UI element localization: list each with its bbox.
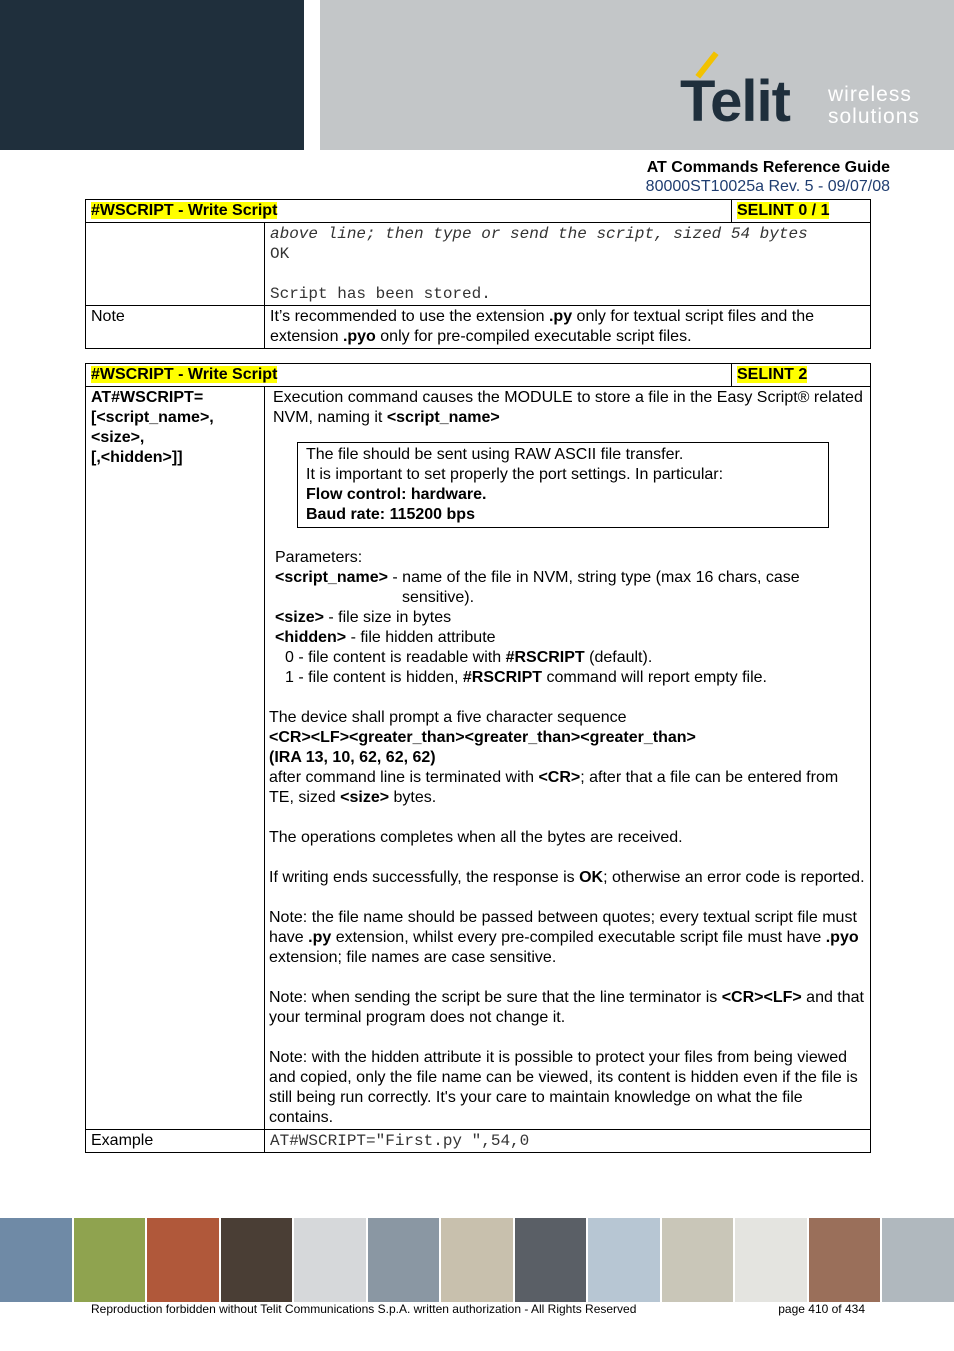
wscript-table-selint01: [85, 199, 871, 349]
note-text: It’s recommended to use the extension .py only for textual script files and the extension .pyo only for pre-compiled executable script files.: [265, 306, 871, 349]
operations-text: The operations completes when all the bytes are received.: [269, 829, 683, 846]
logo-brand: Telit: [680, 69, 790, 134]
footer-copyright: Reproduction forbidden without Telit Communications S.p.A. written authorization - All Rights Reserved: [91, 1302, 637, 1316]
wscript-table-selint2: [85, 363, 871, 1153]
param-hidden: <hidden> - file hidden attribute: [275, 629, 496, 646]
param-hidden-0: 0 - file content is readable with #RSCRIPT (default).: [285, 649, 653, 666]
example-label: Example: [86, 1130, 265, 1153]
syntax-cell: AT#WSCRIPT= [<script_name>, <size>, [,<hidden>]]: [86, 387, 265, 1130]
exec-description: Execution command causes the MODULE to store a file in the Easy Script® related NVM, naming it <script_name>: [273, 389, 863, 426]
note-terminator: Note: when sending the script be sure that the line terminator is <CR><LF> and that your terminal program does not change it.: [269, 989, 864, 1026]
footer-photo-strip: [0, 1218, 954, 1302]
response-text: If writing ends successfully, the response is OK; otherwise an error code is reported.: [269, 869, 865, 886]
description-cell: Execution command causes the MODULE to store a file in the Easy Script® related NVM, naming it <script_name> The file should be sent using RAW ASCII file transfer. It is important to set properly the port settings. In particular: Flow control: hardware. Baud rate: 115200 bps Parameters: <script_name> - name of the file in NVM, string type (max 16 chars, case sensitive). <size> - file size in bytes <hidden> - file hidden attribute 0 - file content is readable with #RSCRIPT (default). 1 - file content is hidden, #RSCRIPT command will report empty file. The device shall prompt a five character sequence <CR><LF><greater_than><greater_than><greater_than> (IRA 13, 10, 62, 62, 62) after command line is terminated with <CR>; after that a file can be entered from TE, sized <size> bytes. The operations completes when all the bytes are received. If writing ends successfully, the response is OK; otherwise an error code is reported. Note: the file name should be passed between quotes; every textual script file must have .py extension, whilst every pre-compiled executable script file must have .pyo extension; file names are case sensitive. Note: when sending the script be sure that the line terminator is <CR><LF> and that your terminal program does not change it. Note: with the hidden attribute it is possible to protect your files from being viewed and copied, only the file name can be viewed, its content is hidden even if the file is still being run correctly. It's your care to maintain knowledge on what the file contains.: [265, 387, 871, 1130]
footer-page-number: page 410 of 434: [778, 1302, 865, 1316]
parameters-label: Parameters:: [275, 549, 363, 566]
empty-syntax-cell: [86, 223, 265, 306]
telit-logo: [680, 48, 940, 138]
note-hidden: Note: with the hidden attribute it is possible to protect your files from being viewed and copied, only the file name can be viewed, its content is hidden even if the file is still being run correctly. It's your care to maintain knowledge on what the file contains.: [269, 1049, 858, 1126]
table-title-cell: #WSCRIPT - Write Script: [86, 364, 732, 387]
selint-cell: SELINT 2: [732, 364, 871, 387]
table-title-cell: #WSCRIPT - Write Script: [86, 200, 732, 223]
prompt-description: The device shall prompt a five character sequence <CR><LF><greater_than><greater_than><greater_than> (IRA 13, 10, 62, 62, 62) after command line is terminated with <CR>; after that a file can be entered from TE, sized <size> bytes.: [269, 709, 839, 806]
port-settings-box: The file should be sent using RAW ASCII file transfer. It is important to set properly the port settings. In particular: Flow control: hardware. Baud rate: 115200 bps: [297, 442, 829, 528]
guide-title: AT Commands Reference Guide: [646, 159, 890, 176]
param-size: <size> - file size in bytes: [275, 609, 452, 626]
param-hidden-1: 1 - file content is hidden, #RSCRIPT command will report empty file.: [285, 669, 767, 686]
note-filename: Note: the file name should be passed between quotes; every textual script file must have .py extension, whilst every pre-compiled executable script file must have .pyo extension; file names are case sensitive.: [269, 909, 859, 966]
example-value: AT#WSCRIPT="First.py ",54,0: [265, 1130, 871, 1153]
note-label: Note: [86, 306, 265, 349]
guide-revision: 80000ST10025a Rev. 5 - 09/07/08: [645, 178, 890, 195]
header-dark-panel: [0, 0, 304, 150]
selint-cell: SELINT 0 / 1: [732, 200, 871, 223]
logo-tagline: wireless solutions: [828, 83, 920, 128]
param-script-name: <script_name> - name of the file in NVM, string type (max 16 chars, case: [275, 569, 800, 586]
continued-output-cell: above line; then type or send the script, sized 54 bytes OK Script has been stored.: [265, 223, 871, 306]
